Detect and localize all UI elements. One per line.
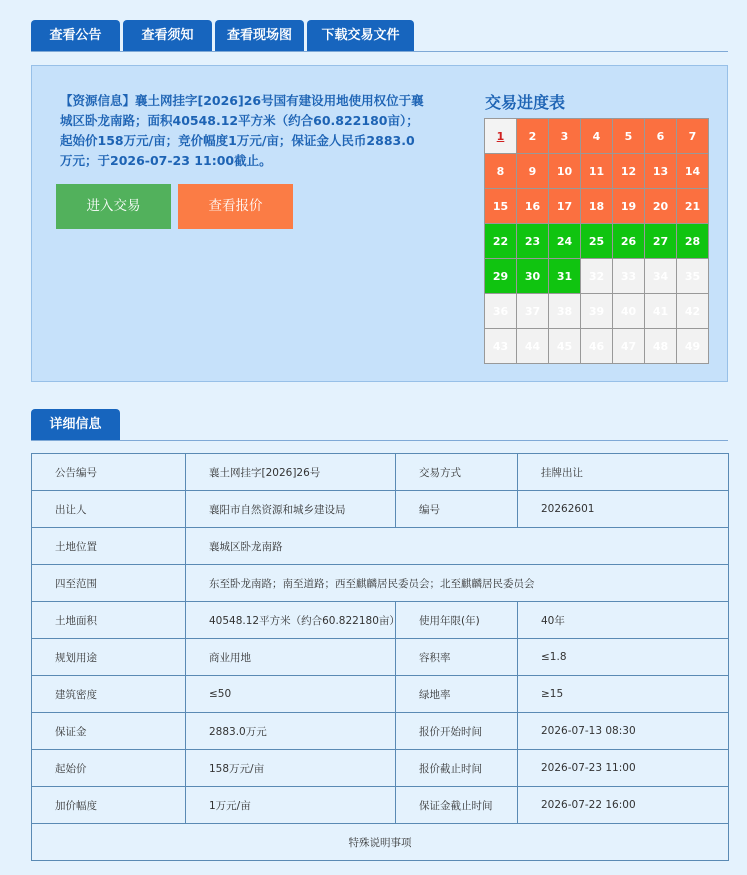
field-value: 2026-07-22 16:00 <box>518 787 729 824</box>
calendar-day: 16 <box>517 189 548 223</box>
calendar-day: 3 <box>549 119 580 153</box>
tab-detail-info[interactable]: 详细信息 <box>31 409 120 440</box>
enter-trade-button[interactable]: 进入交易 <box>56 184 171 229</box>
field-value: ≥15 <box>518 676 729 713</box>
table-row <box>32 602 729 639</box>
table-row <box>32 676 729 713</box>
field-value: ≤1.8 <box>518 639 729 676</box>
calendar-day: 46 <box>581 329 612 363</box>
field-label: 使用年限(年) <box>396 602 518 639</box>
field-value: 158万元/亩 <box>186 750 396 787</box>
calendar-day: 47 <box>613 329 644 363</box>
tab-view-announcement[interactable]: 查看公告 <box>31 20 120 51</box>
field-label: 绿地率 <box>396 676 518 713</box>
table-row <box>32 639 729 676</box>
calendar-day: 23 <box>517 224 548 258</box>
calendar-day: 29 <box>485 259 516 293</box>
field-label: 建筑密度 <box>32 676 186 713</box>
detail-table <box>31 453 729 861</box>
calendar-day: 35 <box>677 259 708 293</box>
progress-table-title: 交易进度表 <box>485 93 566 112</box>
field-label: 公告编号 <box>32 454 186 491</box>
calendar-day: 32 <box>581 259 612 293</box>
field-label: 保证金截止时间 <box>396 787 518 824</box>
calendar-day: 40 <box>613 294 644 328</box>
calendar-day: 15 <box>485 189 516 223</box>
calendar-day: 49 <box>677 329 708 363</box>
table-row <box>32 491 729 528</box>
table-row <box>32 824 729 861</box>
calendar-day: 34 <box>645 259 676 293</box>
field-value: 挂牌出让 <box>518 454 729 491</box>
calendar-day: 14 <box>677 154 708 188</box>
field-label: 交易方式 <box>396 454 518 491</box>
calendar-day: 43 <box>485 329 516 363</box>
table-row <box>32 750 729 787</box>
field-label: 加价幅度 <box>32 787 186 824</box>
calendar-day: 2 <box>517 119 548 153</box>
calendar-day: 36 <box>485 294 516 328</box>
calendar-day: 26 <box>613 224 644 258</box>
field-label: 起始价 <box>32 750 186 787</box>
field-value: 20262601 <box>518 491 729 528</box>
calendar-day: 22 <box>485 224 516 258</box>
calendar-day: 13 <box>645 154 676 188</box>
field-value: 商业用地 <box>186 639 396 676</box>
calendar-day: 19 <box>613 189 644 223</box>
calendar-day: 27 <box>645 224 676 258</box>
tab-view-notice[interactable]: 查看须知 <box>123 20 212 51</box>
field-label: 容积率 <box>396 639 518 676</box>
calendar-day: 18 <box>581 189 612 223</box>
calendar-day: 44 <box>517 329 548 363</box>
field-value: 40年 <box>518 602 729 639</box>
field-label: 编号 <box>396 491 518 528</box>
calendar-day: 42 <box>677 294 708 328</box>
field-value: 1万元/亩 <box>186 787 396 824</box>
calendar-day: 6 <box>645 119 676 153</box>
calendar-day: 17 <box>549 189 580 223</box>
calendar-day: 24 <box>549 224 580 258</box>
resource-info-text: 【资源信息】襄土网挂字[2026]26号国有建设用地使用权位于襄城区卧龙南路；面积40548.12平方米（约合60.822180亩）；起始价158万元/亩；竞价幅度1万元/亩；保证金人民币2883.0万元；于2026-07-23 11:00截止。 <box>60 93 424 168</box>
detail-tab-divider <box>31 440 728 441</box>
field-value: 2883.0万元 <box>186 713 396 750</box>
field-label: 报价开始时间 <box>396 713 518 750</box>
field-value: ≤50 <box>186 676 396 713</box>
table-row <box>32 787 729 824</box>
field-label: 规划用途 <box>32 639 186 676</box>
calendar-day: 4 <box>581 119 612 153</box>
calendar-day: 39 <box>581 294 612 328</box>
view-quote-button[interactable]: 查看报价 <box>178 184 293 229</box>
calendar-day: 31 <box>549 259 580 293</box>
table-row <box>32 454 729 491</box>
calendar-day: 25 <box>581 224 612 258</box>
field-value: 襄土网挂字[2026]26号 <box>186 454 396 491</box>
calendar-day: 8 <box>485 154 516 188</box>
calendar-day[interactable]: 1 <box>485 119 516 153</box>
calendar-day: 48 <box>645 329 676 363</box>
calendar-day: 9 <box>517 154 548 188</box>
calendar-day: 30 <box>517 259 548 293</box>
calendar-day: 11 <box>581 154 612 188</box>
field-value: 襄阳市自然资源和城乡建设局 <box>186 491 396 528</box>
tab-view-site-map[interactable]: 查看现场图 <box>215 20 304 51</box>
field-value: 2026-07-13 08:30 <box>518 713 729 750</box>
calendar-day: 10 <box>549 154 580 188</box>
field-label: 土地位置 <box>32 528 186 565</box>
field-label: 四至范围 <box>32 565 186 602</box>
calendar-day: 38 <box>549 294 580 328</box>
top-tabs <box>31 20 414 51</box>
special-notes-label: 特殊说明事项 <box>32 824 729 861</box>
calendar-day: 7 <box>677 119 708 153</box>
field-label: 保证金 <box>32 713 186 750</box>
tab-divider <box>31 51 728 52</box>
field-value: 襄城区卧龙南路 <box>186 528 729 565</box>
calendar-day: 45 <box>549 329 580 363</box>
table-row <box>32 528 729 565</box>
field-value: 40548.12平方米（约合60.822180亩） <box>186 602 396 639</box>
field-label: 报价截止时间 <box>396 750 518 787</box>
table-row <box>32 713 729 750</box>
field-value: 东至卧龙南路；南至道路；西至麒麟居民委员会；北至麒麟居民委员会 <box>186 565 729 602</box>
calendar-day: 41 <box>645 294 676 328</box>
calendar-day: 21 <box>677 189 708 223</box>
calendar-day: 5 <box>613 119 644 153</box>
field-label: 土地面积 <box>32 602 186 639</box>
calendar-day: 33 <box>613 259 644 293</box>
resource-panel <box>31 65 728 382</box>
calendar-day: 37 <box>517 294 548 328</box>
table-row <box>32 565 729 602</box>
calendar-day: 12 <box>613 154 644 188</box>
field-value: 2026-07-23 11:00 <box>518 750 729 787</box>
progress-calendar <box>484 118 709 364</box>
calendar-day: 28 <box>677 224 708 258</box>
tab-download-files[interactable]: 下载交易文件 <box>307 20 414 51</box>
field-label: 出让人 <box>32 491 186 528</box>
calendar-day: 20 <box>645 189 676 223</box>
